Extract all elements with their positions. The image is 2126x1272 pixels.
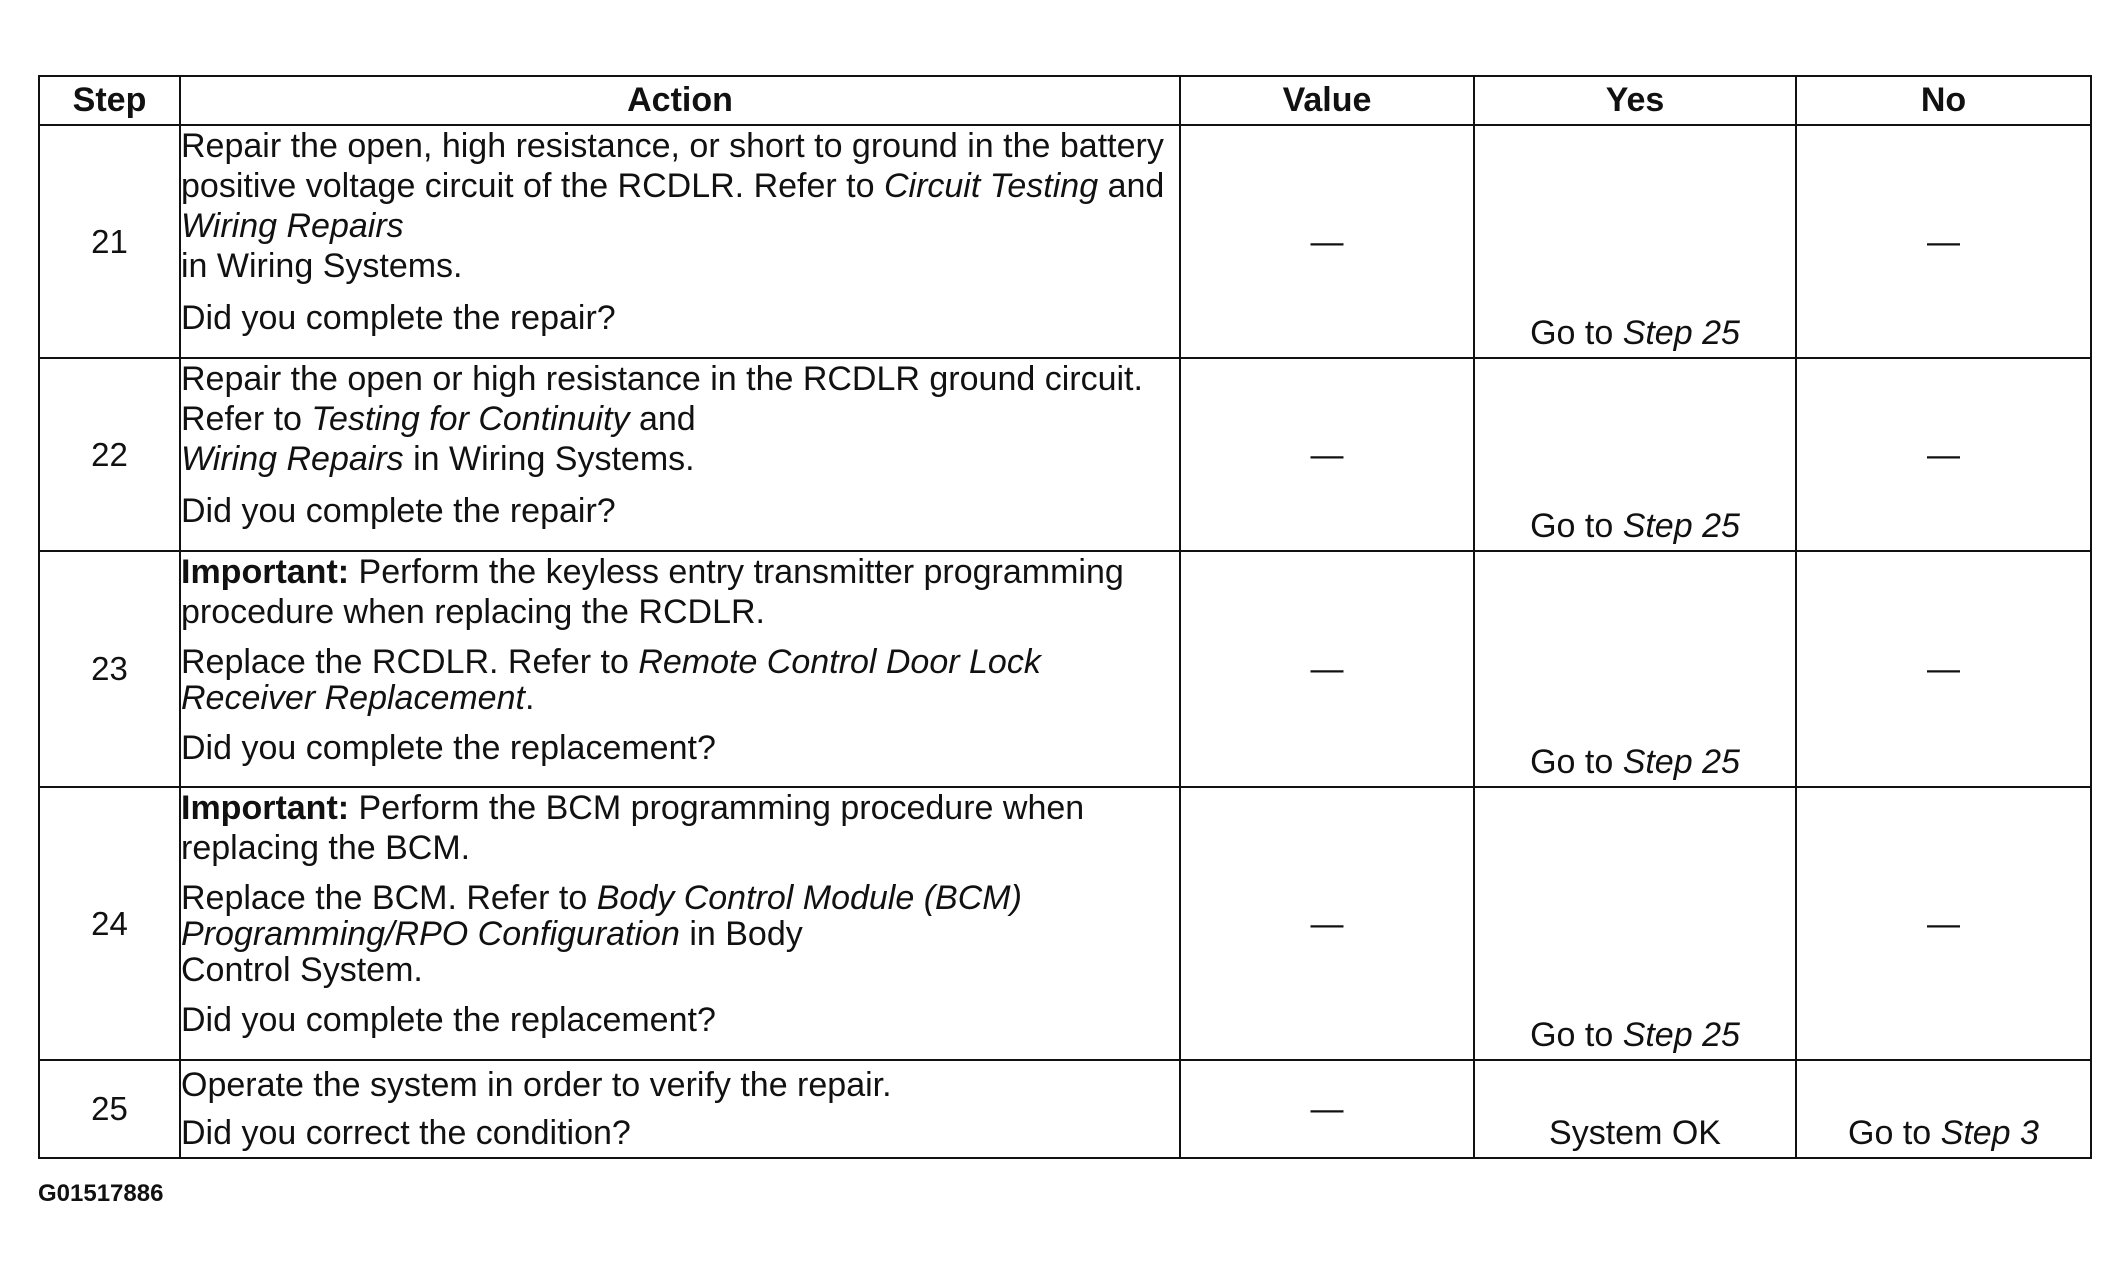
action-question: Did you complete the replacement? <box>181 729 716 767</box>
yes-result <box>1475 1016 1795 1055</box>
action-text-part: Replace the RCDLR. Refer to <box>181 643 639 681</box>
value-cell <box>1180 125 1474 358</box>
important-note <box>181 552 1179 632</box>
step-reference: Step 3 <box>1940 1114 2039 1152</box>
action-question: Did you complete the repair? <box>181 299 616 337</box>
action-reference: Wiring Repairs <box>181 207 404 245</box>
step-number: 22 <box>39 358 180 551</box>
goto-text: Go to <box>1848 1114 1941 1152</box>
yes-result <box>1475 743 1795 782</box>
action-question: Did you complete the replacement? <box>181 1001 716 1039</box>
no-result <box>1797 1114 2090 1153</box>
yes-cell <box>1474 125 1796 358</box>
no-cell <box>1796 125 2091 358</box>
goto-text: Go to <box>1530 507 1623 545</box>
no-cell <box>1796 358 2091 551</box>
action-text-part: Repair the open or high resistance in the RCDLR ground circuit. Refer to <box>181 360 1143 438</box>
goto-text: Go to <box>1530 743 1623 781</box>
action-text <box>181 644 1179 716</box>
yes-cell <box>1474 358 1796 551</box>
value-cell <box>1180 787 1474 1060</box>
no-cell <box>1796 1060 2091 1158</box>
important-label: Important: <box>181 553 350 591</box>
dash: — <box>1310 650 1344 687</box>
important-text: Perform the keyless entry transmitter programming procedure when replacing the RCDLR. <box>181 553 1124 631</box>
value-cell <box>1180 1060 1474 1158</box>
dash: — <box>1927 904 1960 942</box>
dash: — <box>1927 650 1960 687</box>
action-text-part: in Body <box>679 915 803 953</box>
action-text-part: Replace the BCM. Refer to <box>181 879 597 917</box>
action-question: Did you correct the condition? <box>181 1114 631 1152</box>
figure-id: G01517886 <box>38 1180 164 1207</box>
action-text-part: and <box>629 400 696 438</box>
value-cell <box>1180 358 1474 551</box>
diagnostic-table <box>38 75 2092 1159</box>
dash: — <box>1310 904 1344 942</box>
important-text: Perform the BCM programming procedure when replacing the BCM. <box>181 789 1085 867</box>
dash: — <box>1310 222 1344 260</box>
dash: — <box>1927 435 1960 473</box>
action-cell <box>180 787 1180 1060</box>
action-cell <box>180 1060 1180 1158</box>
dash: — <box>1310 1090 1344 1127</box>
action-reference: Wiring Repairs <box>181 440 404 478</box>
step-number: 24 <box>39 787 180 1060</box>
header-yes: Yes <box>1474 76 1796 125</box>
header-no: No <box>1796 76 2091 125</box>
action-text <box>181 359 1179 479</box>
action-cell <box>180 125 1180 358</box>
table-row <box>39 125 2091 358</box>
goto-text: Go to <box>1530 314 1623 352</box>
table-row <box>39 1060 2091 1158</box>
action-text-part: and <box>1098 167 1165 205</box>
important-note <box>181 788 1179 868</box>
action-text-part: in Wiring Systems. <box>181 247 463 285</box>
step-number: 23 <box>39 551 180 787</box>
header-value: Value <box>1180 76 1474 125</box>
action-text-part: in Wiring Systems. <box>403 440 695 478</box>
dash: — <box>1927 222 1960 260</box>
value-cell <box>1180 551 1474 787</box>
important-label: Important: <box>181 789 350 827</box>
action-reference: Testing for Continuity <box>311 400 630 438</box>
step-reference: Step 25 <box>1622 507 1740 545</box>
action-question: Did you complete the repair? <box>181 492 616 530</box>
step-number: 21 <box>39 125 180 358</box>
action-cell <box>180 358 1180 551</box>
action-text: Operate the system in order to verify the repair. <box>181 1066 892 1104</box>
action-text-part: . <box>524 679 535 717</box>
table-row <box>39 787 2091 1060</box>
action-text <box>181 880 1179 988</box>
action-text-part: Repair the open, high resistance, or short to ground in the battery positive voltage circuit of the RCDLR. Refer to <box>181 127 1164 205</box>
action-text-part: Control System. <box>181 951 423 989</box>
yes-cell <box>1474 1060 1796 1158</box>
yes-result: System OK <box>1549 1114 1721 1152</box>
step-number: 25 <box>39 1060 180 1158</box>
table-row <box>39 358 2091 551</box>
yes-result <box>1475 314 1795 353</box>
step-reference: Step 25 <box>1622 314 1740 352</box>
no-cell <box>1796 787 2091 1060</box>
step-reference: Step 25 <box>1622 1016 1740 1054</box>
header-step: Step <box>39 76 180 125</box>
action-text <box>181 126 1179 286</box>
action-cell <box>180 551 1180 787</box>
no-cell <box>1796 551 2091 787</box>
goto-text: Go to <box>1530 1016 1623 1054</box>
action-reference: Body Control Module (BCM) Programming/RPO Configuration <box>181 879 1022 953</box>
header-action: Action <box>180 76 1180 125</box>
yes-cell <box>1474 787 1796 1060</box>
yes-cell <box>1474 551 1796 787</box>
step-reference: Step 25 <box>1622 743 1740 781</box>
table-row <box>39 551 2091 787</box>
header-row <box>39 76 2091 125</box>
dash: — <box>1310 435 1344 473</box>
yes-result <box>1475 507 1795 546</box>
action-reference: Remote Control Door Lock Receiver Replacement <box>181 643 1041 717</box>
action-reference: Circuit Testing <box>883 167 1099 205</box>
